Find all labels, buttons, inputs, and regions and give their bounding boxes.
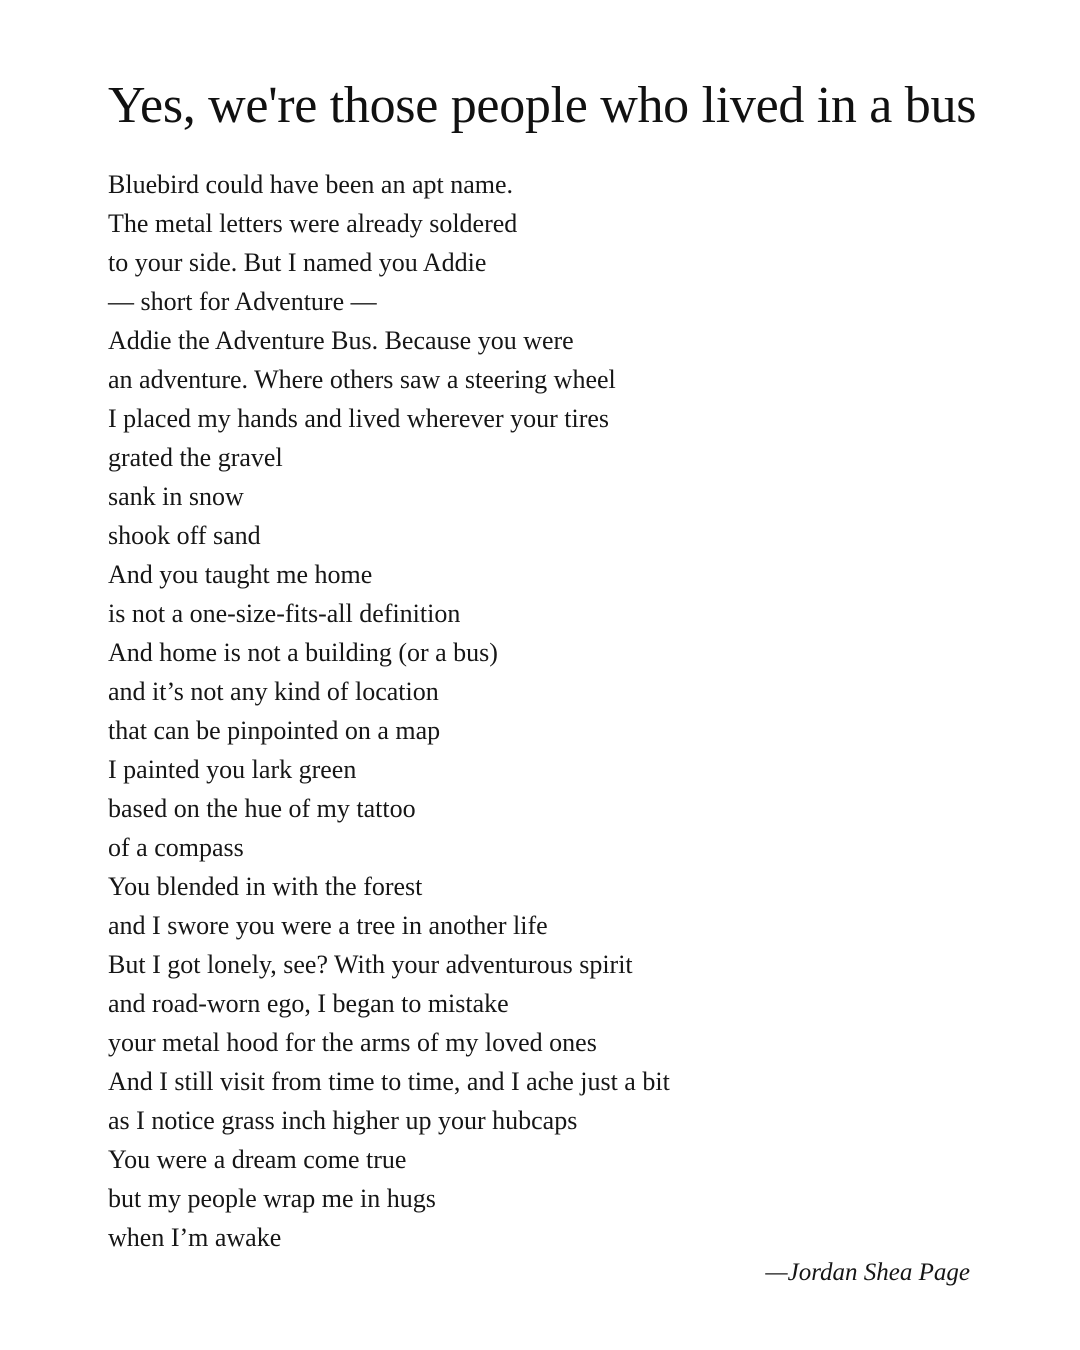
poem-line: as I notice grass inch higher up your hubcaps <box>108 1106 578 1135</box>
poem-line: You were a dream come true <box>108 1145 407 1174</box>
poem-line: The metal letters were already soldered <box>108 209 518 238</box>
poem-attribution: —Jordan Shea Page <box>765 1259 970 1286</box>
poem-line: and I swore you were a tree in another life <box>108 911 548 940</box>
poem-line: based on the hue of my tattoo <box>108 794 416 823</box>
poem-line: Bluebird could have been an apt name. <box>108 170 514 199</box>
poem-line: and it’s not any kind of location <box>108 677 439 706</box>
poem-line: but my people wrap me in hugs <box>108 1184 436 1213</box>
poem-line: an adventure. Where others saw a steering wheel <box>108 365 616 394</box>
poem-line: that can be pinpointed on a map <box>108 716 441 745</box>
poem-line: and road-worn ego, I began to mistake <box>108 989 509 1018</box>
poem-line: is not a one-size-fits-all definition <box>108 599 461 628</box>
poem-title: Yes, we're those people who lived in a bus <box>108 77 977 134</box>
poem-line: I painted you lark green <box>108 755 357 784</box>
poem-line: — short for Adventure — <box>108 287 377 316</box>
poem-line: Addie the Adventure Bus. Because you were <box>108 326 574 355</box>
poem-line: sank in snow <box>108 482 244 511</box>
poem-line: You blended in with the forest <box>108 872 423 901</box>
poem-line: I placed my hands and lived wherever your tires <box>108 404 610 433</box>
poem-line: But I got lonely, see? With your adventurous spirit <box>108 950 633 979</box>
poem-line: And you taught me home <box>108 560 373 589</box>
poem-line: And home is not a building (or a bus) <box>108 638 498 667</box>
poem-line: your metal hood for the arms of my loved ones <box>108 1028 597 1057</box>
poem-body <box>108 165 670 1257</box>
poem-line: And I still visit from time to time, and I ache just a bit <box>108 1067 670 1096</box>
poem-line: to your side. But I named you Addie <box>108 248 487 277</box>
poem-line: shook off sand <box>108 521 261 550</box>
poem-line: grated the gravel <box>108 443 283 472</box>
poem-line: of a compass <box>108 833 244 862</box>
poem-line: when I’m awake <box>108 1223 282 1252</box>
